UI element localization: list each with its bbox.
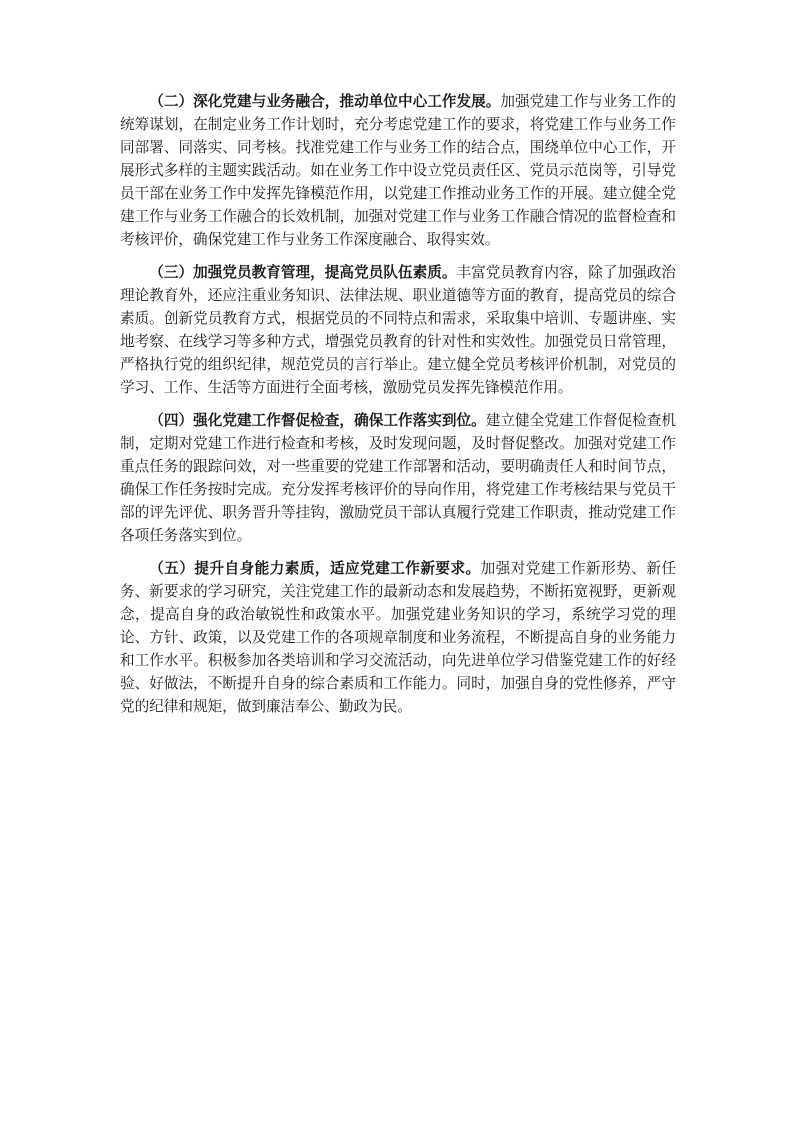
section-heading: （二）深化党建与业务融合，推动单位中心工作发展。 — [149, 93, 501, 110]
section-body: 丰富党员教育内容，除了加强政治理论教育外，还应注重业务知识、法律法规、职业道德等方面的教育，提高党员的综合素质。创新党员教育方式，根据党员的不同特点和需求，采取集中培训、专题讲座、实地考察、在线学习等多种方式，增强党员教育的针对性和实效性。加强党员日常管理，严格执行党的组织纪律，规范党员的言行举止。建立健全党员考核评价机制，对党员的学习、工作、生活等方面进行全面考核，激励党员发挥先锋模范作用。 — [120, 264, 676, 396]
section-heading: （三）加强党员教育管理，提高党员队伍素质。 — [149, 264, 457, 281]
section-paragraph — [120, 557, 676, 718]
section-body: 加强党建工作与业务工作的统筹谋划，在制定业务工作计划时，充分考虑党建工作的要求，将党建工作与业务工作同部署、同落实、同考核。找准党建工作与业务工作的结合点，围绕单位中心工作，开展形式多样的主题实践活动。如在业务工作中设立党员责任区、党员示范岗等，引导党员干部在业务工作中发挥先锋模范作用，以党建工作推动业务工作的开展。建立健全党建工作与业务工作融合的长效机制，加强对党建工作与业务工作融合情况的监督检查和考核评价，确保党建工作与业务工作深度融合、取得实效。 — [120, 93, 676, 248]
section-paragraph — [120, 90, 676, 251]
section-paragraph — [120, 261, 676, 399]
section-heading: （五）提升自身能力素质，适应党建工作新要求。 — [149, 560, 481, 577]
document-page — [120, 90, 676, 728]
section-heading: （四）强化党建工作督促检查，确保工作落实到位。 — [149, 412, 486, 429]
section-body: 加强对党建工作新形势、新任务、新要求的学习研究，关注党建工作的最新动态和发展趋势，不断拓宽视野，更新观念，提高自身的政治敏锐性和政策水平。加强党建业务知识的学习，系统学习党的理论、方针、政策，以及党建工作的各项规章制度和业务流程，不断提高自身的业务能力和工作水平。积极参加各类培训和学习交流活动，向先进单位学习借鉴党建工作的好经验、好做法，不断提升自身的综合素质和工作能力。同时，加强自身的党性修养，严守党的纪律和规矩，做到廉洁奉公、勤政为民。 — [120, 560, 676, 715]
section-body: 建立健全党建工作督促检查机制，定期对党建工作进行检查和考核，及时发现问题，及时督促整改。加强对党建工作重点任务的跟踪问效，对一些重要的党建工作部署和活动，要明确责任人和时间节点，确保工作任务按时完成。充分发挥考核评价的导向作用，将党建工作考核结果与党员干部的评先评优、职务晋升等挂钩，激励党员干部认真履行党建工作职责，推动党建工作各项任务落实到位。 — [120, 412, 676, 544]
section-paragraph — [120, 409, 676, 547]
